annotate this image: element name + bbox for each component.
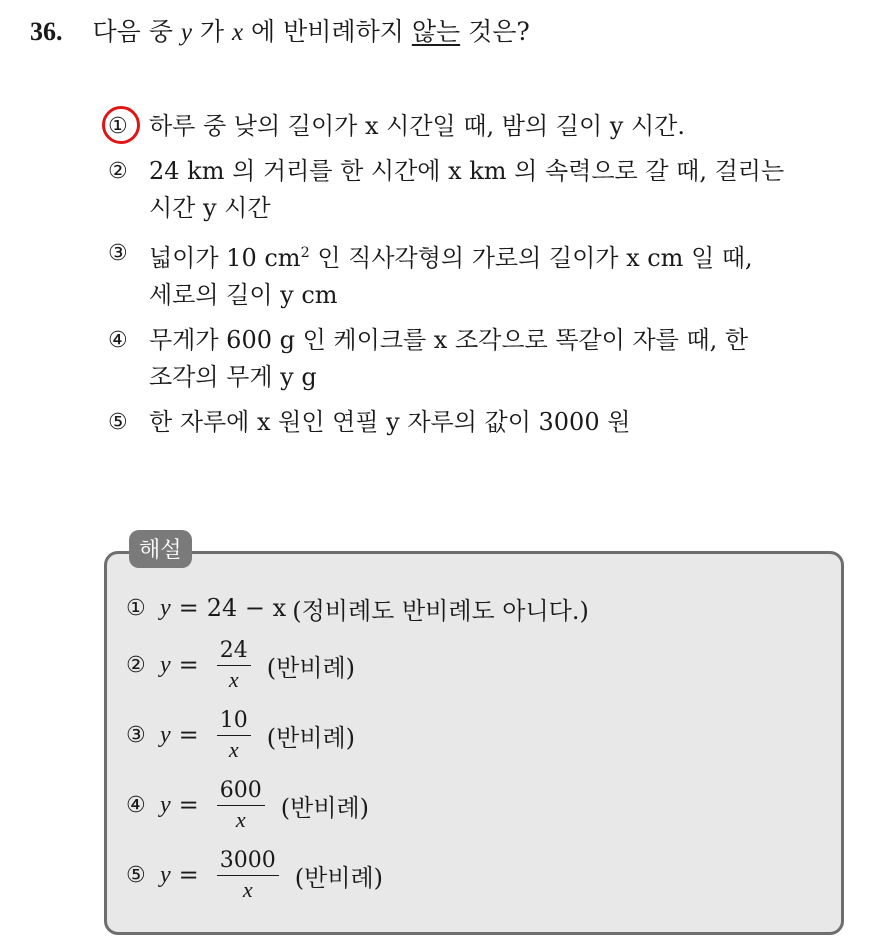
solution-row: ③ y = $\frac{10}{x}$ (반비례)	[126, 707, 356, 762]
solution-expression: 24 − x	[206, 594, 287, 622]
solution-note: (반비례)	[280, 793, 370, 822]
choice-3[interactable]	[108, 235, 848, 314]
solution-row: ① y = 24 − x (정비례도 반비례도 아니다.)	[126, 586, 589, 630]
choice-mark: ①	[108, 108, 149, 145]
fraction: $\frac{600}{x}$	[217, 777, 265, 834]
solution-list	[126, 586, 589, 910]
question-number: 36.	[30, 17, 63, 46]
choice-text-cont: 조각의 무게 y g	[149, 363, 317, 391]
question-header	[30, 12, 530, 48]
choice-mark: ⑤	[108, 410, 128, 435]
solution-row: ④ y = $\frac{600}{x}$ (반비례)	[126, 777, 370, 832]
choice-text: 24 km 의 거리를 한 시간에 x km 의 속력으로 갈 때, 걸리는	[149, 157, 785, 185]
choice-mark: ③	[108, 241, 128, 266]
choice-text-cont: 세로의 길이 y cm	[149, 281, 338, 309]
choice-1[interactable]	[108, 108, 848, 145]
solution-tag: 해설	[129, 530, 192, 568]
choice-mark: ②	[108, 159, 128, 184]
solution-note: (반비례)	[266, 723, 356, 752]
fraction: $\frac{24}{x}$	[217, 637, 251, 694]
choice-5[interactable]	[108, 404, 848, 441]
choice-text: 넓이가 10 $cm^2$ 인 직사각형의 가로의 길이가 x cm 일 때,	[149, 244, 753, 272]
underlined-word: 않는	[411, 17, 461, 46]
choice-2[interactable]	[108, 153, 848, 227]
fraction: $\frac{3000}{x}$	[217, 847, 279, 904]
choice-4[interactable]	[108, 322, 848, 396]
fraction: $\frac{10}{x}$	[217, 707, 251, 764]
solution-note: (반비례)	[294, 863, 384, 892]
solution-note: (정비례도 반비례도 아니다.)	[292, 596, 589, 625]
choice-mark: ④	[108, 328, 128, 353]
choice-text: 무게가 600 g 인 케이크를 x 조각으로 똑같이 자를 때, 한	[149, 326, 749, 354]
solution-row: ⑤ y = $\frac{3000}{x}$ (반비례)	[126, 847, 384, 902]
choice-text: 하루 중 낮의 길이가 x 시간일 때, 밤의 길이 y 시간.	[149, 112, 685, 140]
solution-note: (반비례)	[266, 653, 356, 682]
solution-row: ② y = $\frac{24}{x}$ (반비례)	[126, 637, 356, 692]
question-text: 다음 중 y 가 x 에 반비례하지 않는 것은?	[92, 17, 530, 46]
choice-text-cont: 시간 y 시간	[149, 194, 271, 222]
choice-text: 한 자루에 x 원인 연필 y 자루의 값이 3000 원	[149, 408, 631, 436]
selected-answer-circle	[102, 106, 140, 144]
choice-list	[108, 108, 848, 449]
